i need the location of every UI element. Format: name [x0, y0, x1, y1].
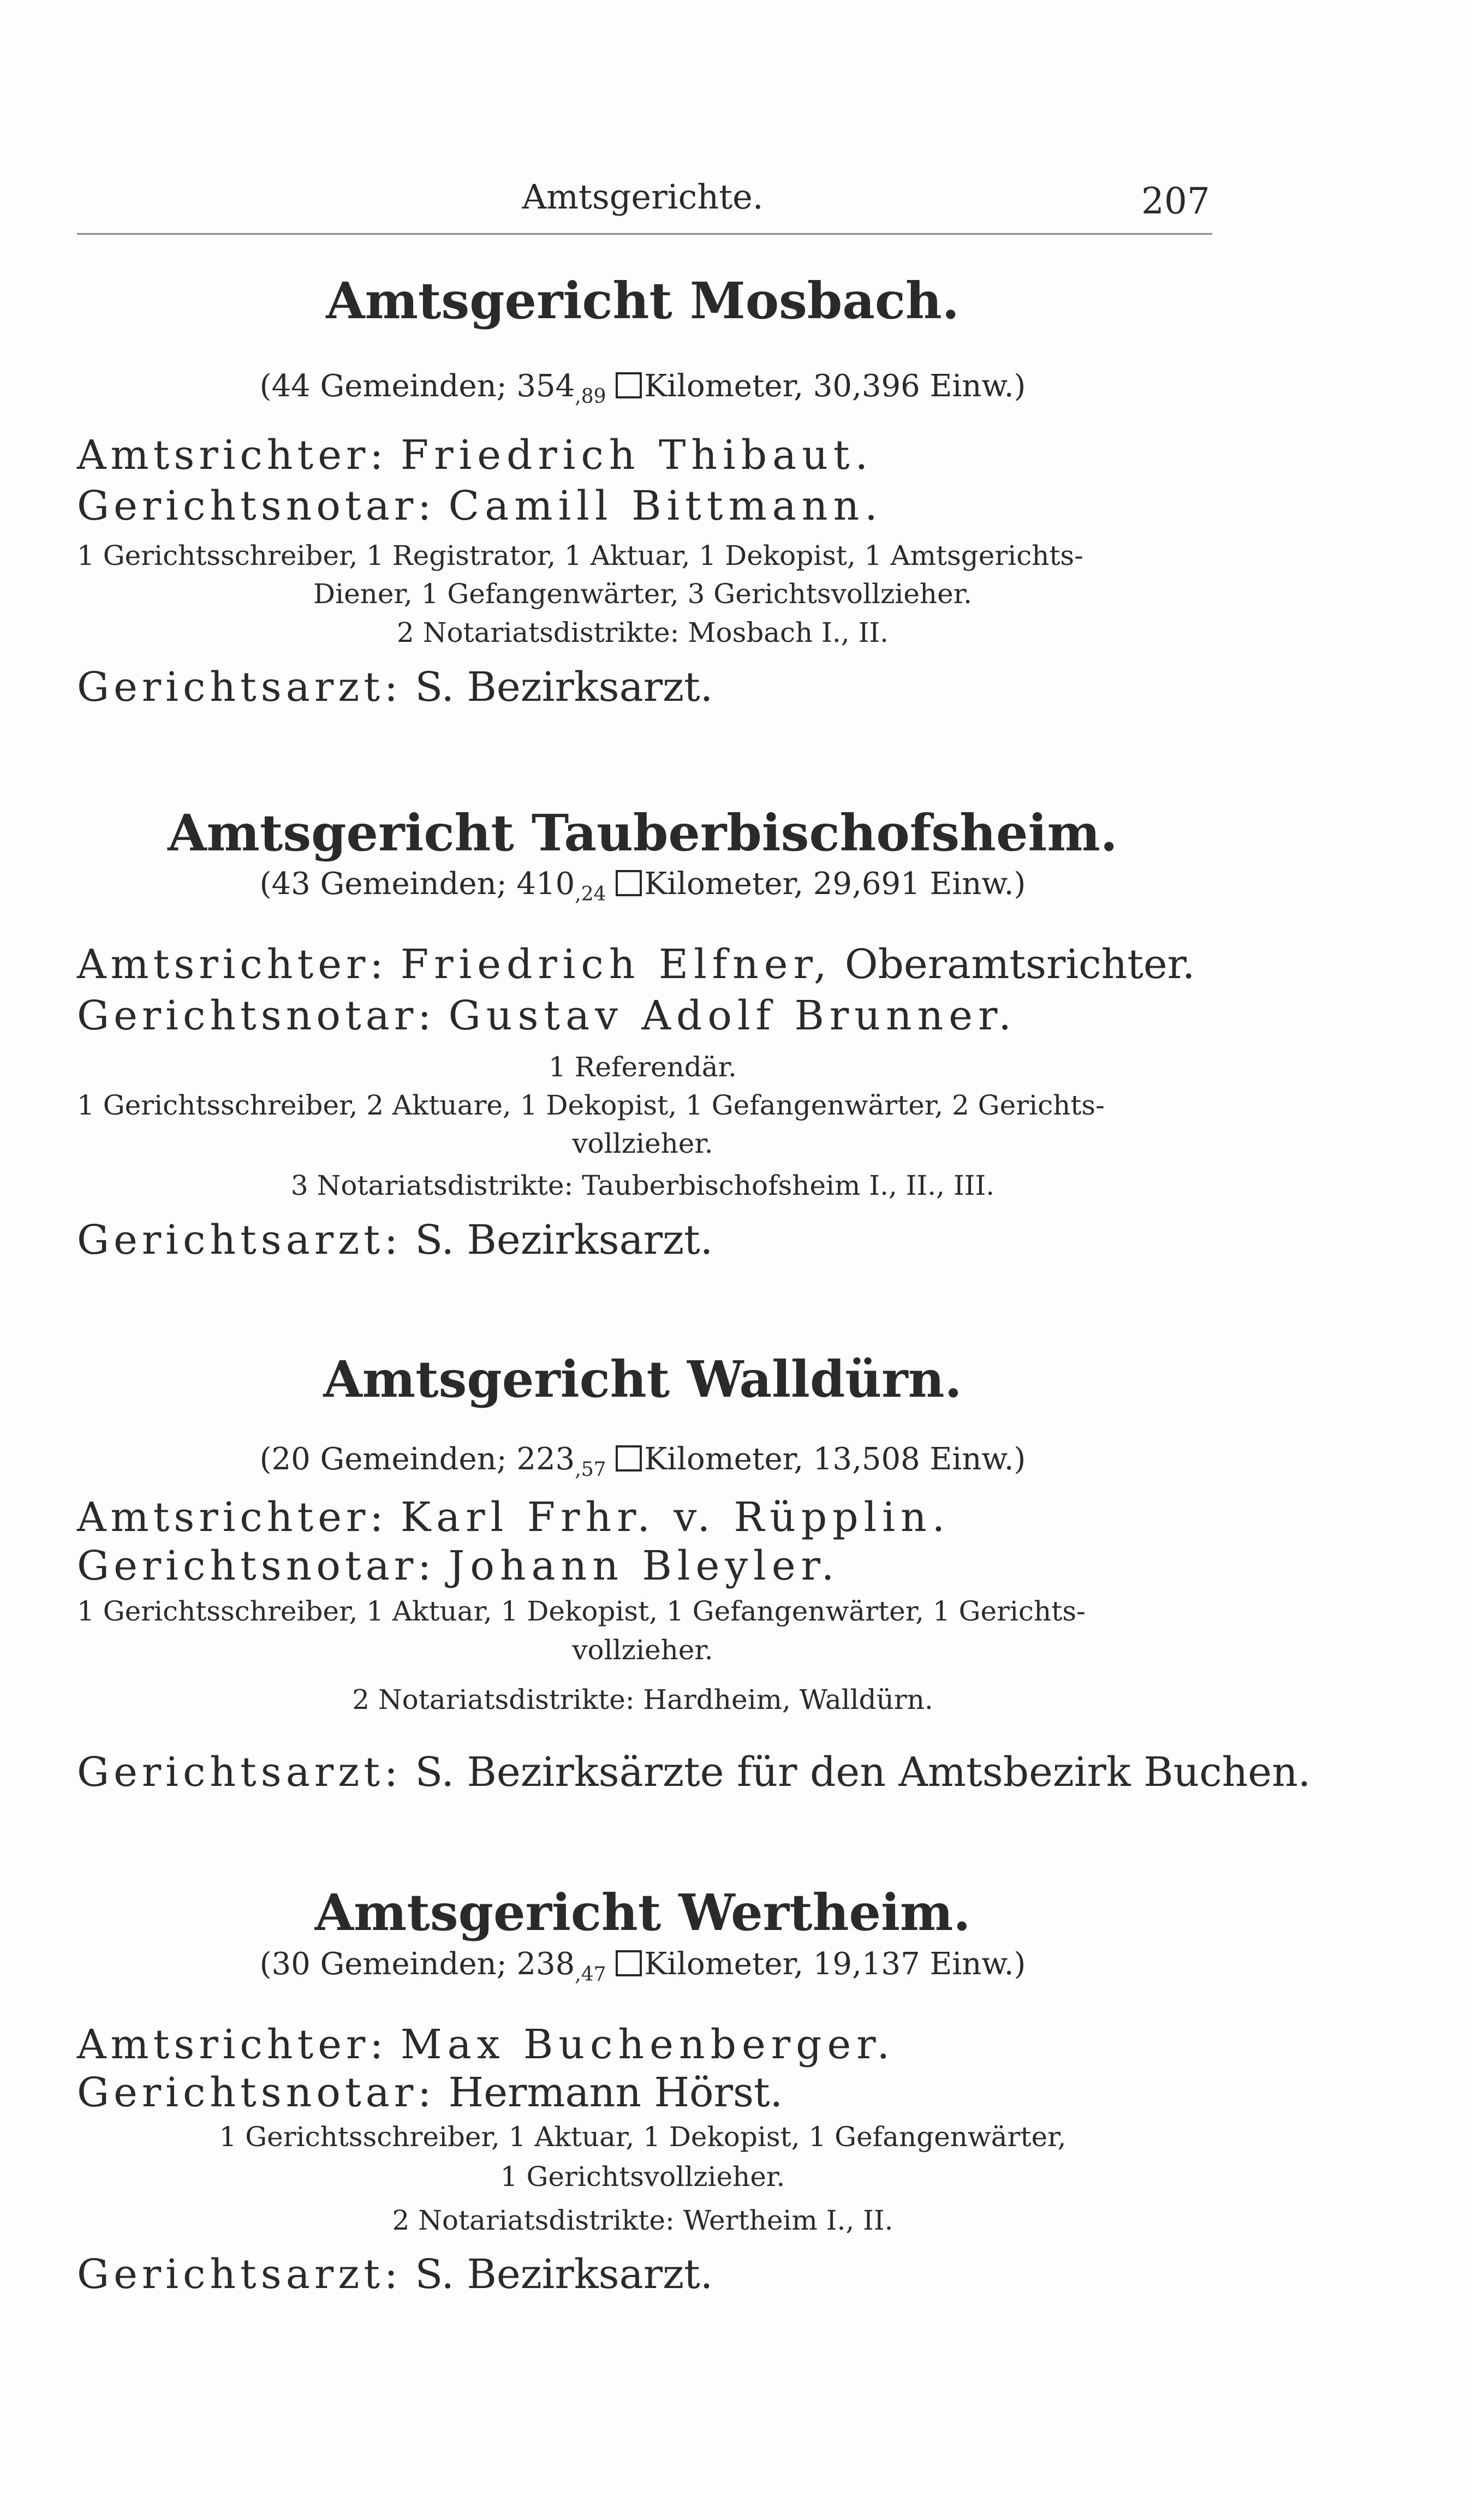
gerichtsarzt-line	[77, 1217, 713, 1264]
court-title: Amtsgericht Mosbach.	[326, 271, 960, 330]
page-number: 207	[1141, 180, 1210, 222]
gerichtsnotar-line	[77, 482, 883, 529]
staff-line: Diener, 1 Gefangenwärter, 3 Gerichtsvollzieher.	[313, 578, 973, 610]
court-info	[77, 368, 1208, 408]
name: Friedrich Elfner,	[400, 941, 832, 988]
info-decimal: ,89	[575, 385, 606, 408]
label: Gerichtsarzt:	[77, 1749, 402, 1796]
name: Camill Bittmann.	[448, 482, 883, 529]
title: Oberamtsrichter.	[844, 941, 1195, 988]
court-info	[77, 866, 1208, 906]
gerichtsarzt-line	[77, 2251, 713, 2298]
staff-line: 1 Gerichtsschreiber, 1 Registrator, 1 Aktuar, 1 Dekopist, 1 Amtsgerichts-	[77, 540, 1084, 571]
info-text: (43 Gemeinden; 410	[259, 866, 575, 902]
label: Gerichtsarzt:	[77, 2251, 402, 2298]
staff-line: 1 Gerichtsschreiber, 1 Aktuar, 1 Dekopist, 1 Gefangenwärter, 1 Gerichts-	[77, 1595, 1086, 1627]
info-text: (44 Gemeinden; 354	[259, 368, 575, 404]
value: S. Bezirksarzt.	[415, 2251, 713, 2298]
label: Amtsrichter:	[77, 2021, 388, 2068]
label: Amtsrichter:	[77, 941, 388, 988]
info-decimal: ,57	[575, 1458, 606, 1481]
court-title: Amtsgericht Tauberbischofsheim.	[168, 803, 1118, 862]
staff-line: 2 Notariatsdistrikte: Wertheim I., II.	[392, 2205, 893, 2236]
name: Hermann Hörst.	[448, 2069, 783, 2116]
court-info	[77, 1946, 1208, 1986]
staff-line: 3 Notariatsdistrikte: Tauberbischofsheim I., II., III.	[290, 1170, 995, 1201]
name: Karl Frhr. v. Rüpplin.	[400, 1494, 951, 1541]
amtsrichter-line	[77, 2021, 896, 2068]
label: Gerichtsarzt:	[77, 664, 402, 711]
court-info	[77, 1441, 1208, 1481]
square-symbol-icon	[616, 1445, 642, 1472]
label: Amtsrichter:	[77, 432, 388, 479]
info-text: (20 Gemeinden; 223	[259, 1441, 575, 1477]
staff-line: 1 Gerichtsvollzieher.	[500, 2161, 785, 2193]
court-title: Amtsgericht Wertheim.	[314, 1883, 971, 1942]
name: Johann Bleyler.	[448, 1542, 840, 1589]
gerichtsarzt-line	[77, 664, 713, 711]
header-rule	[77, 233, 1212, 235]
staff-line: vollzieher.	[572, 1128, 713, 1159]
info-decimal: ,47	[575, 1963, 606, 1986]
info-decimal: ,24	[575, 883, 606, 906]
staff-line: 1 Referendär.	[549, 1051, 737, 1083]
info-text: Kilometer, 19,137 Einw.)	[644, 1946, 1026, 1982]
square-symbol-icon	[616, 372, 642, 398]
staff-line: vollzieher.	[572, 1634, 713, 1666]
label: Gerichtsnotar:	[77, 1542, 436, 1589]
square-symbol-icon	[616, 1950, 642, 1976]
value: S. Bezirksarzt.	[415, 1217, 713, 1264]
staff-line: 2 Notariatsdistrikte: Mosbach I., II.	[397, 617, 889, 648]
label: Gerichtsnotar:	[77, 482, 436, 529]
staff-line: 1 Gerichtsschreiber, 1 Aktuar, 1 Dekopist, 1 Gefangenwärter,	[219, 2121, 1066, 2153]
info-text: Kilometer, 30,396 Einw.)	[644, 368, 1026, 404]
label: Gerichtsarzt:	[77, 1217, 402, 1264]
info-text: Kilometer, 13,508 Einw.)	[644, 1441, 1026, 1477]
label: Gerichtsnotar:	[77, 992, 436, 1039]
label: Amtsrichter:	[77, 1494, 388, 1541]
info-text: (30 Gemeinden; 238	[259, 1946, 575, 1982]
amtsrichter-line	[77, 1494, 951, 1541]
name: Max Buchenberger.	[400, 2021, 896, 2068]
gerichtsnotar-line	[77, 1542, 840, 1589]
label: Gerichtsnotar:	[77, 2069, 436, 2116]
gerichtsnotar-line	[77, 992, 1017, 1039]
value: S. Bezirksärzte für den Amtsbezirk Buchen.	[415, 1749, 1311, 1796]
info-text: Kilometer, 29,691 Einw.)	[644, 866, 1026, 902]
gerichtsnotar-line	[77, 2069, 783, 2116]
staff-line: 1 Gerichtsschreiber, 2 Aktuare, 1 Dekopist, 1 Gefangenwärter, 2 Gerichts-	[77, 1089, 1105, 1121]
value: S. Bezirksarzt.	[415, 664, 713, 711]
gerichtsarzt-line	[77, 1749, 1311, 1796]
name: Gustav Adolf Brunner.	[448, 992, 1017, 1039]
court-title: Amtsgericht Walldürn.	[323, 1350, 962, 1409]
square-symbol-icon	[616, 870, 642, 896]
amtsrichter-line	[77, 941, 1195, 988]
staff-line: 2 Notariatsdistrikte: Hardheim, Walldürn.	[352, 1684, 933, 1715]
running-title: Amtsgerichte.	[522, 177, 764, 217]
name: Friedrich Thibaut.	[400, 432, 874, 479]
amtsrichter-line	[77, 432, 874, 479]
